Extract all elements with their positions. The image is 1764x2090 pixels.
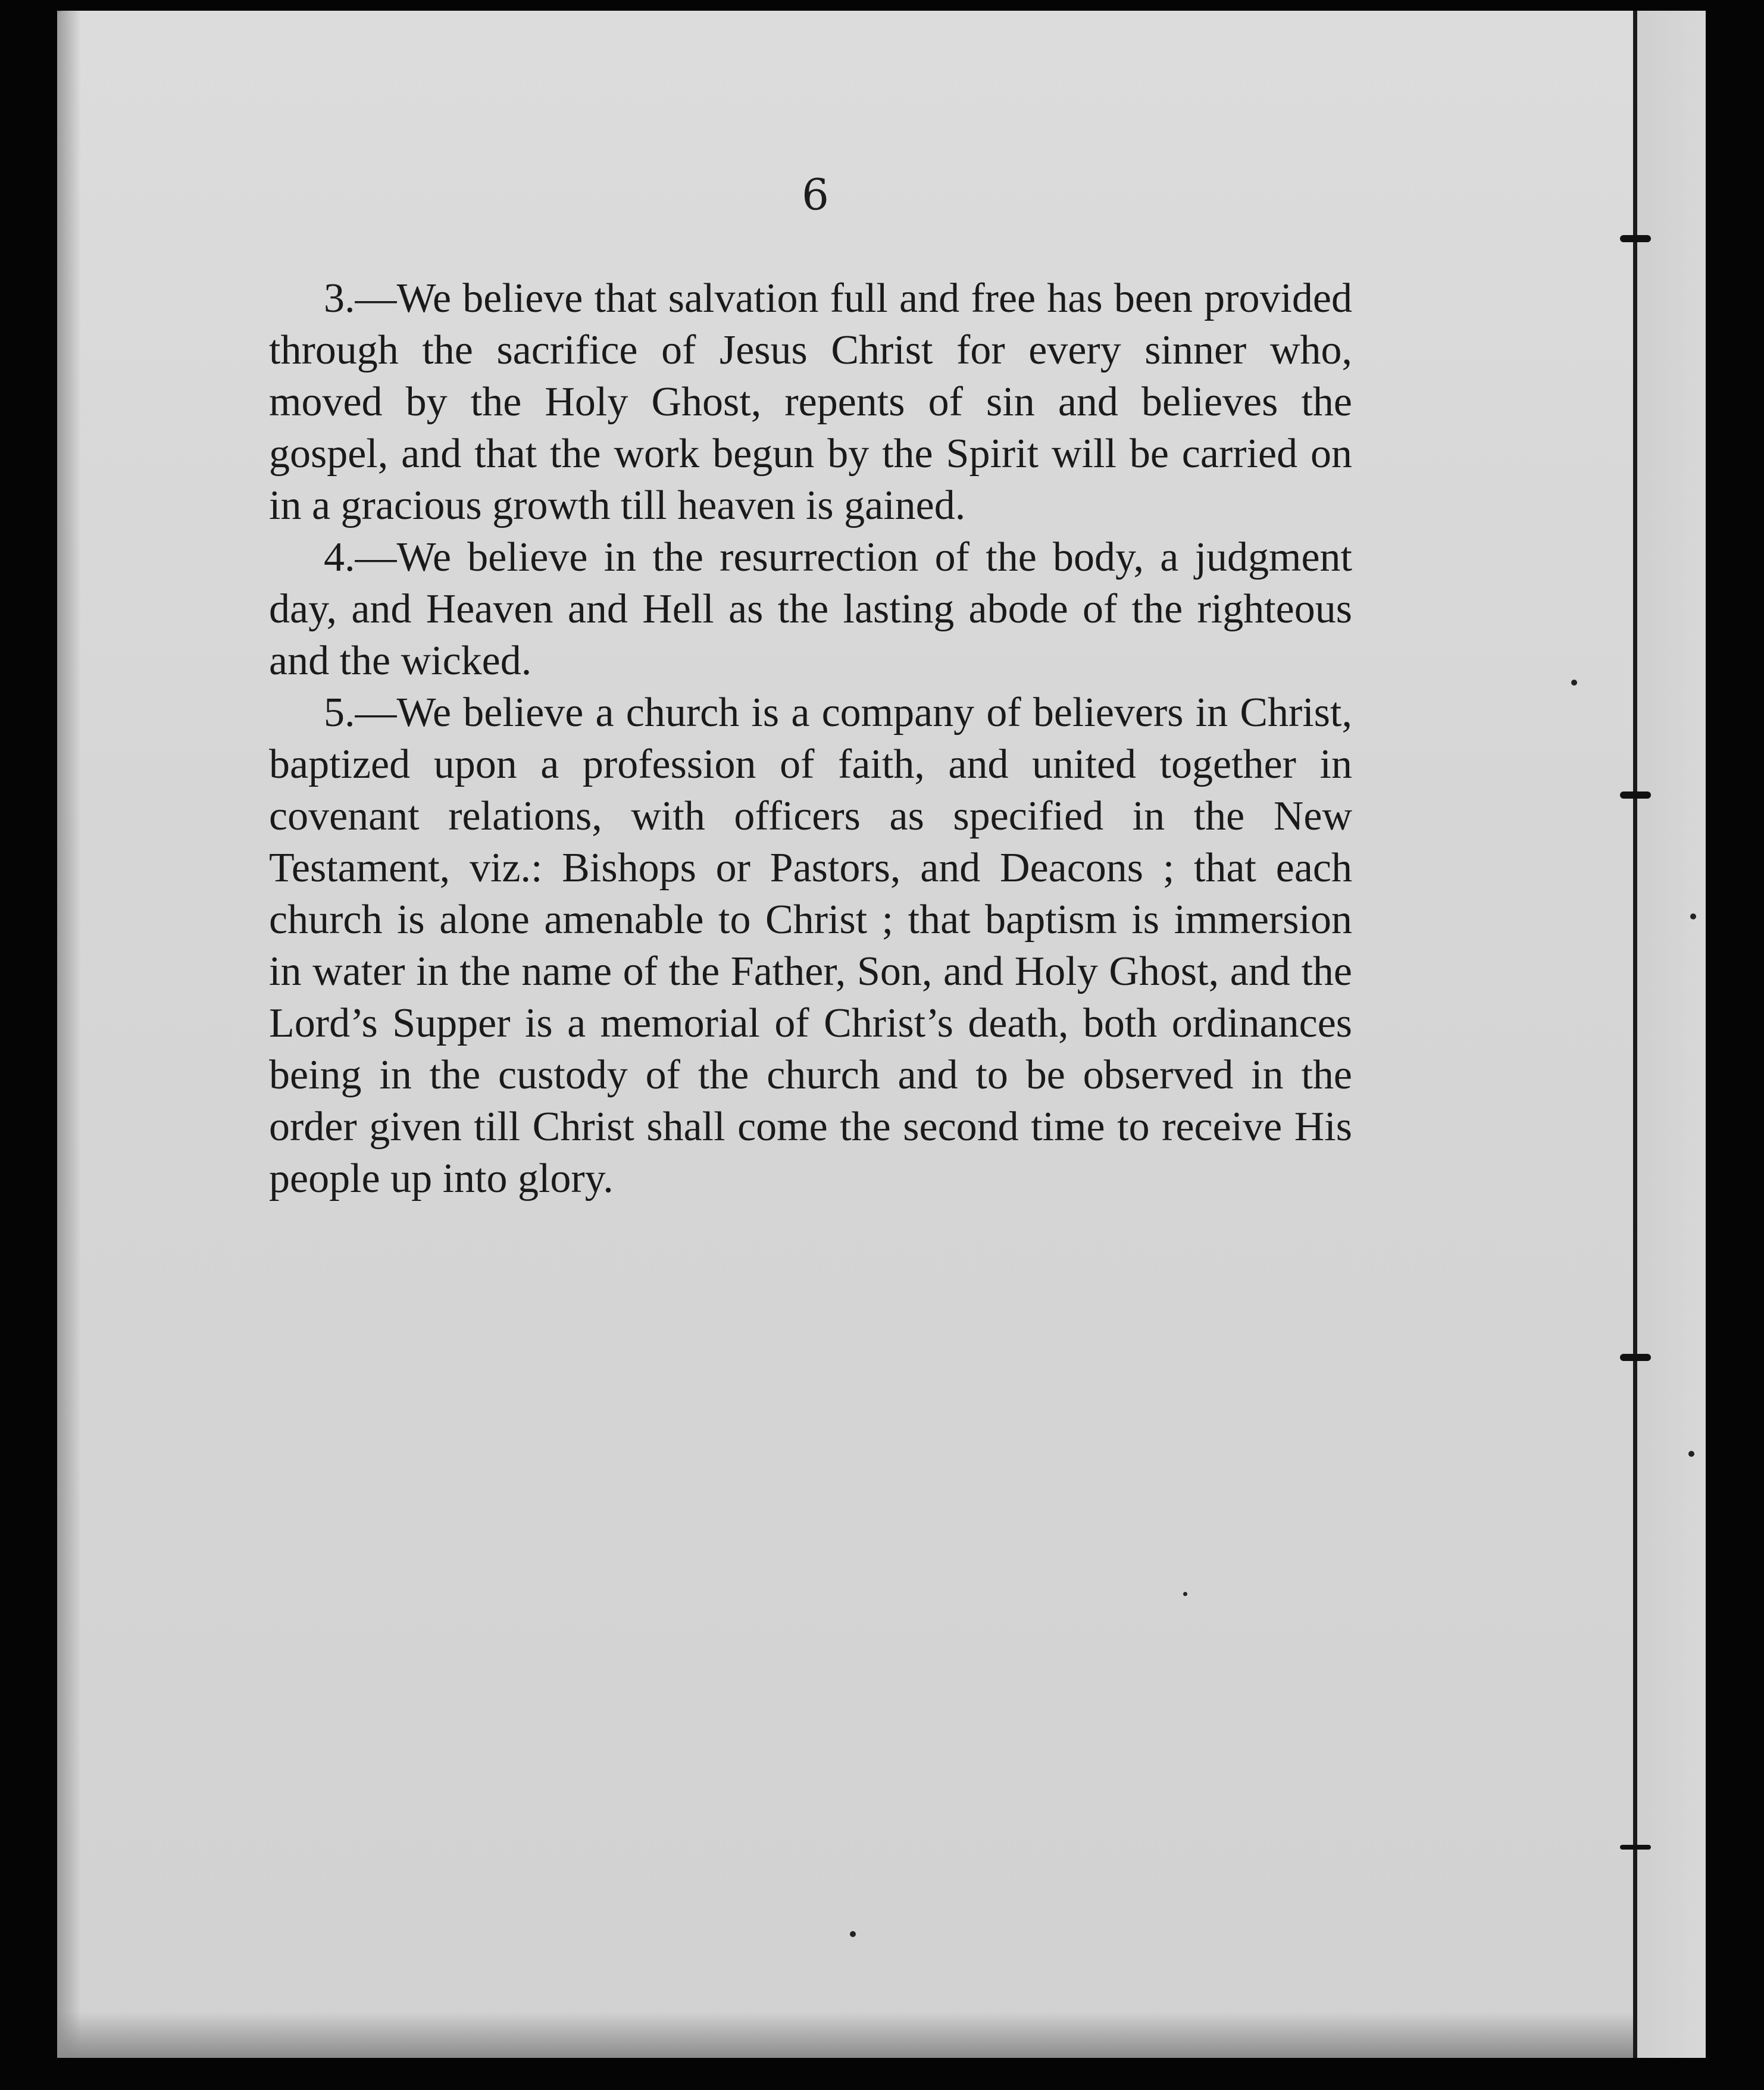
binding-stitch <box>1620 1845 1651 1850</box>
ink-speck <box>850 1931 856 1937</box>
binding-gutter-line <box>1633 11 1637 2058</box>
ink-speck <box>1183 1592 1187 1596</box>
article-4-paragraph: 4.—We believe in the resurrection of the body, a judgment day, and Heaven and Hell as the lasting abode of the righteous and the wicked. <box>269 534 1352 684</box>
page-number: 6 <box>802 170 829 220</box>
ink-speck <box>1571 680 1577 686</box>
facing-page-strip <box>1637 11 1706 2058</box>
binding-stitch <box>1620 235 1651 242</box>
page-bottom-shadow <box>57 2011 1706 2058</box>
document-body <box>269 273 1352 1204</box>
page-left-edge-shadow <box>57 11 81 2058</box>
article-5-paragraph: 5.—We believe a church is a company of believers in Christ, baptized upon a profession of faith, and united together in covenant relations, with officers as specified in the New Testament, viz.: Bishops or Pastors, and Deacons ; that each church is alone amenable to Christ ; that baptism is immersion in water in the name of the Father, Son, and Holy Ghost, and the Lord’s Supper is a memorial of Christ’s death, both ordinances being in the custody of the church and to be observed in the order given till Christ shall come the second time to receive His people up into glory. <box>269 690 1352 1202</box>
binding-stitch <box>1620 1354 1651 1361</box>
binding-stitch <box>1620 791 1651 799</box>
ink-speck <box>1690 913 1696 919</box>
ink-speck <box>1688 1451 1694 1457</box>
article-3-paragraph: 3.—We believe that salvation full and free has been provided through the sacrifice of Jesus Christ for every sinner who, moved by the Holy Ghost, repents of sin and believes the gospel, and that the work begun by the Spirit will be carried on in a gracious growth till heaven is gained. <box>269 276 1352 528</box>
